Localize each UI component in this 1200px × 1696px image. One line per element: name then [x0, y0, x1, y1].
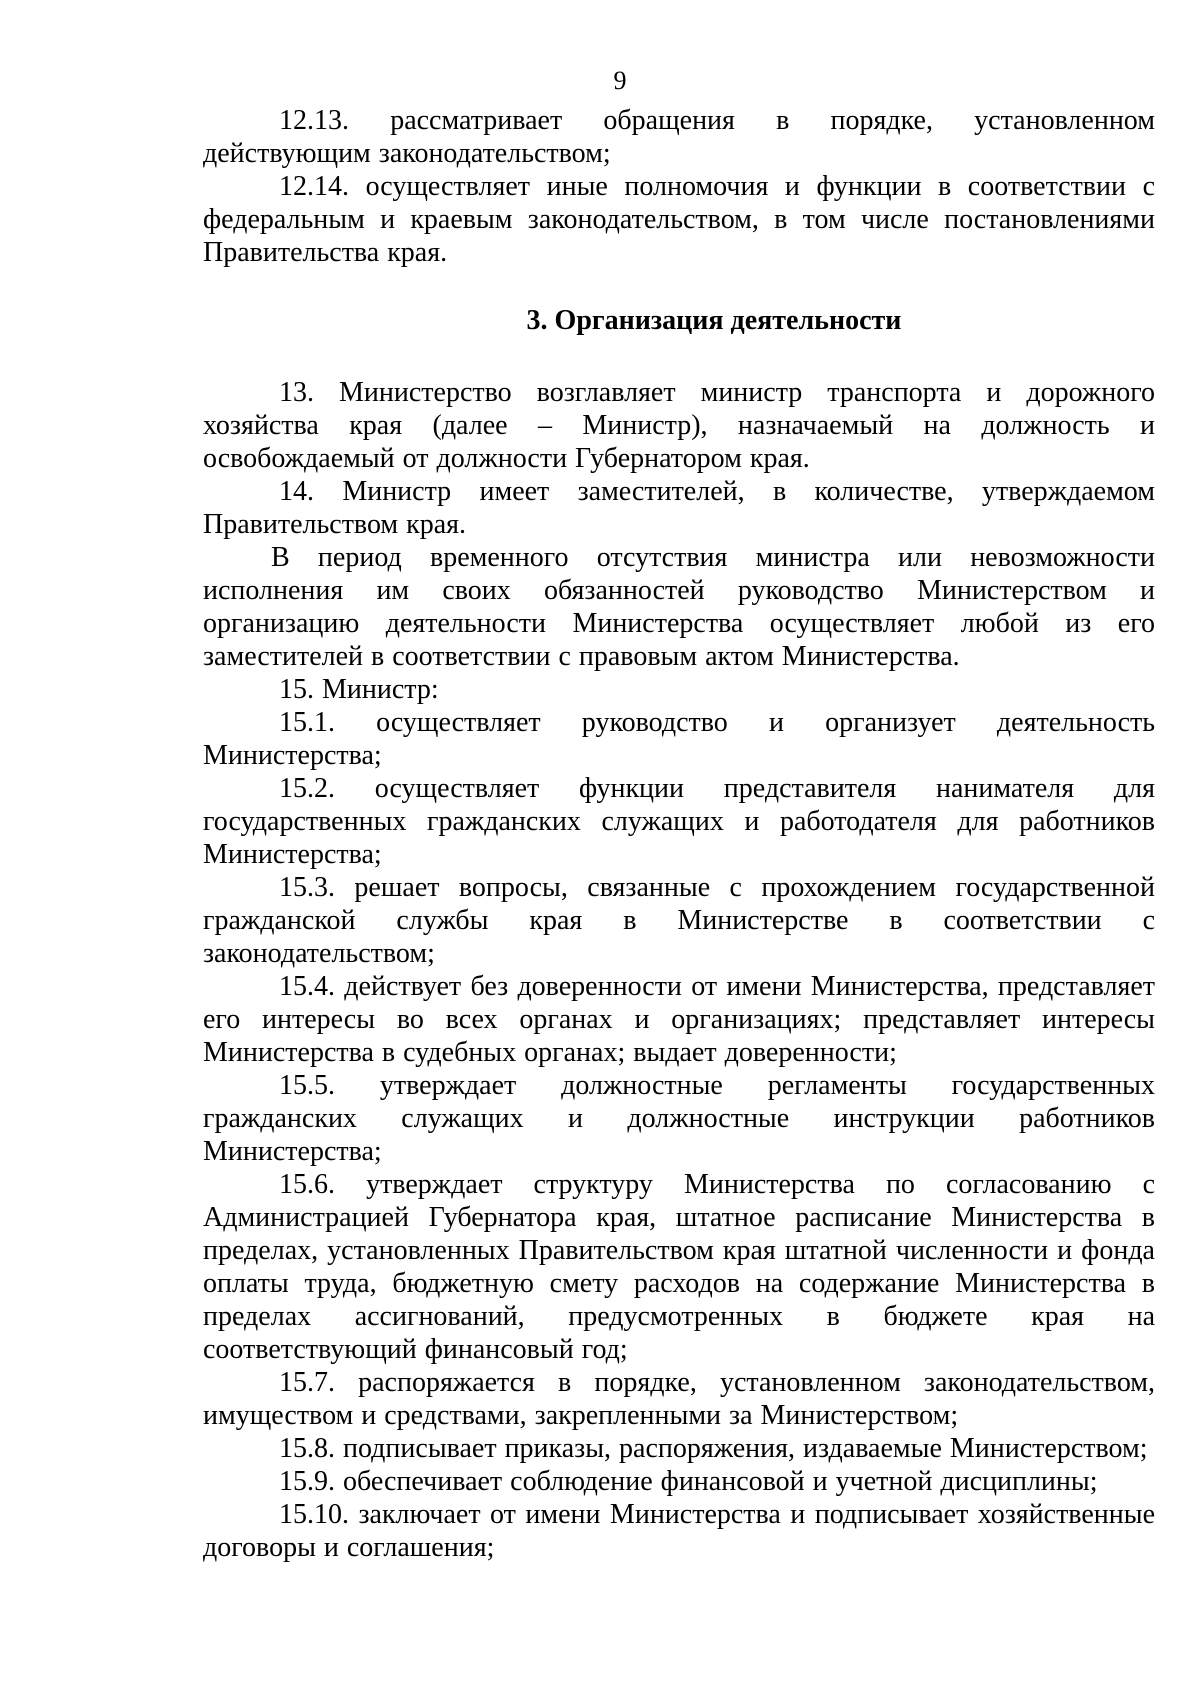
- document-body: [203, 104, 1155, 1564]
- paragraph-15-9: 15.9. обеспечивает соблюдение финансовой и учетной дисциплины;: [279, 1466, 1098, 1497]
- paragraph-13: 13. Министерство возглавляет министр транспорта и дорожного хозяйства края (далее – Министр), назначаемый на должность и освобождаемый от должности Губернатором края.: [203, 377, 1155, 474]
- paragraph-12-14: 12.14. осуществляет иные полномочия и функции в соответствии с федеральным и краевым законодательством, в том числе постановлениями Правительства края.: [203, 171, 1155, 268]
- paragraph-12-13: 12.13. рассматривает обращения в порядке, установленном действующим законодательством;: [203, 105, 1155, 169]
- page-number: 9: [613, 66, 627, 95]
- paragraph-15-2: 15.2. осуществляет функции представителя нанимателя для государственных гражданских служащих и работодателя для работников Министерства;: [203, 773, 1155, 870]
- paragraph-14-deputy: В период временного отсутствия министра или невозможности исполнения им своих обязанностей руководство Министерством и организацию деятельности Министерства осуществляет любой из его заместителей в соответствии с правовым актом Министерства.: [203, 542, 1155, 672]
- paragraph-15-3: 15.3. решает вопросы, связанные с прохождением государственной гражданской службы края в Министерстве в соответствии с законодательством;: [203, 872, 1155, 969]
- paragraph-15: 15. Министр:: [279, 674, 439, 705]
- paragraph-15-4: 15.4. действует без доверенности от имени Министерства, представляет его интересы во всех органах и организациях; представляет интересы Министерства в судебных органах; выдает доверенности;: [203, 971, 1155, 1068]
- paragraph-15-7: 15.7. распоряжается в порядке, установленном законодательством, имуществом и средствами, закрепленными за Министерством;: [203, 1367, 1155, 1431]
- paragraph-15-1: 15.1. осуществляет руководство и организует деятельность Министерства;: [203, 707, 1155, 771]
- paragraph-15-5: 15.5. утверждает должностные регламенты государственных гражданских служащих и должностные инструкции работников Министерства;: [203, 1070, 1155, 1167]
- section-heading: 3. Организация деятельности: [526, 305, 902, 336]
- paragraph-14: 14. Министр имеет заместителей, в количестве, утверждаемом Правительством края.: [203, 476, 1155, 540]
- paragraph-15-10: 15.10. заключает от имени Министерства и подписывает хозяйственные договоры и соглашения;: [203, 1499, 1155, 1563]
- paragraph-15-8: 15.8. подписывает приказы, распоряжения, издаваемые Министерством;: [279, 1433, 1148, 1464]
- paragraph-15-6: 15.6. утверждает структуру Министерства по согласованию с Администрацией Губернатора края, штатное расписание Министерства в пределах, установленных Правительством края штатной численности и фонда оплаты труда, бюджетную смету расходов на содержание Министерства в пределах ассигнований, предусмотренных в бюджете края на соответствующий финансовый год;: [203, 1169, 1155, 1365]
